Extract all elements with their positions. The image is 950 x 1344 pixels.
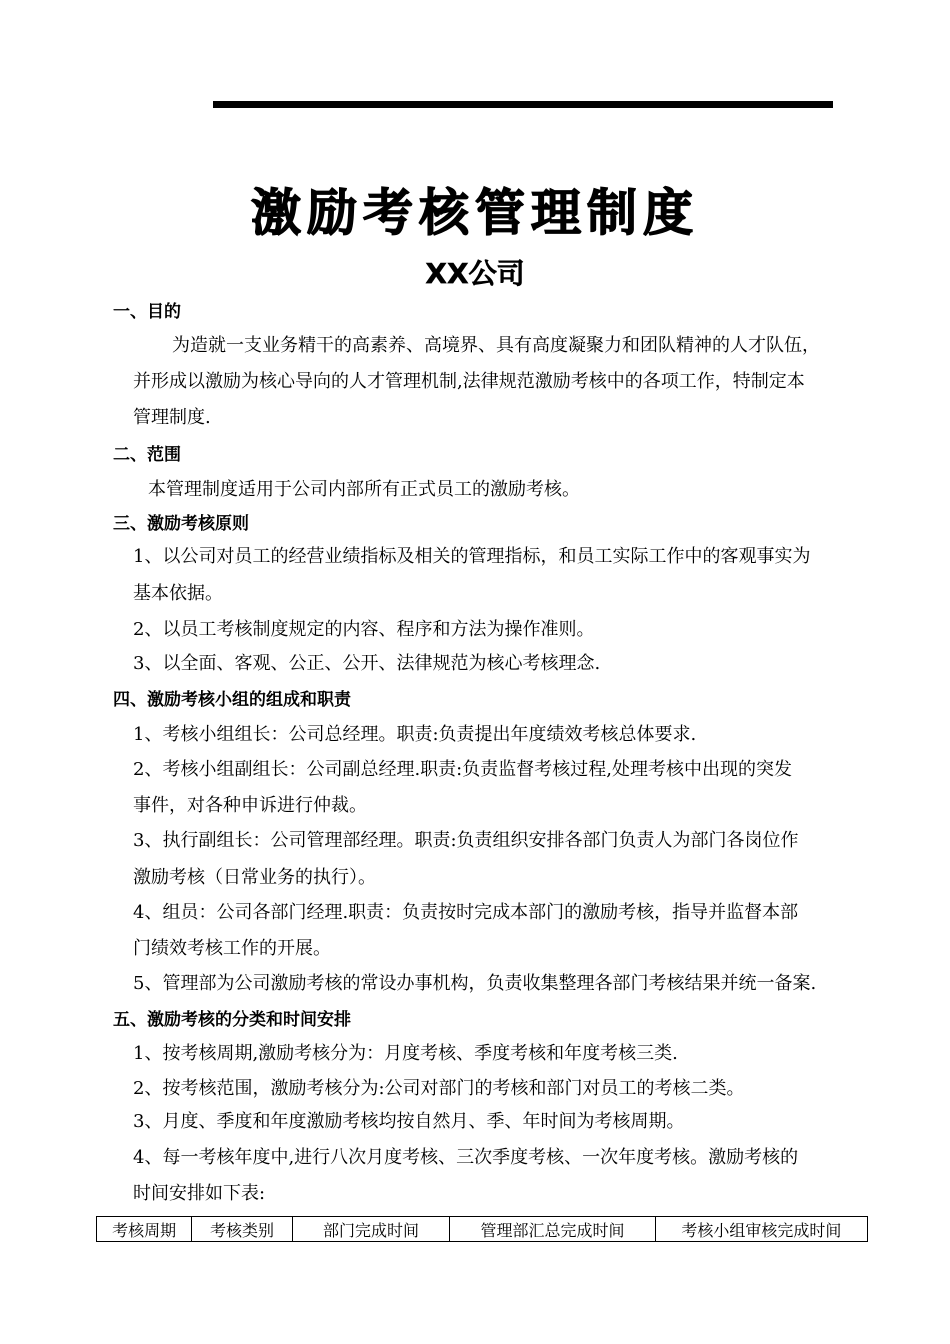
paragraph-line: 事件，对各种申诉进行仲裁。 bbox=[133, 795, 367, 816]
paragraph-line: 本管理制度适用于公司内部所有正式员工的激励考核。 bbox=[148, 479, 580, 500]
paragraph-line: 1、考核小组组长：公司总经理。职责:负责提出年度绩效考核总体要求. bbox=[133, 724, 697, 745]
paragraph-line: 2、按考核范围，激励考核分为:公司对部门的考核和部门对员工的考核二类。 bbox=[133, 1078, 745, 1099]
table-header-cell: 考核周期 bbox=[97, 1217, 192, 1242]
document-title: 激励考核管理制度 bbox=[251, 183, 699, 242]
paragraph-line: 5、管理部为公司激励考核的常设办事机构，负责收集整理各部门考核结果并统一备案. bbox=[133, 973, 817, 994]
company-name: XX公司 bbox=[425, 257, 525, 290]
section-heading-principles: 三、激励考核原则 bbox=[113, 514, 249, 534]
paragraph-line: 4、每一考核年度中,进行八次月度考核、三次季度考核、一次年度考核。激励考核的 bbox=[133, 1147, 799, 1168]
section-heading-scope: 二、范围 bbox=[113, 445, 181, 465]
paragraph-line: 为造就一支业务精干的高素养、高境界、具有高度凝聚力和团队精神的人才队伍， bbox=[172, 335, 820, 356]
top-rule bbox=[213, 101, 833, 108]
schedule-table bbox=[96, 1216, 868, 1242]
table-header-cell: 考核小组审核完成时间 bbox=[655, 1217, 867, 1242]
paragraph-line: 1、以公司对员工的经营业绩指标及相关的管理指标，和员工实际工作中的客观事实为 bbox=[133, 546, 811, 567]
paragraph-line: 4、组员：公司各部门经理.职责：负责按时完成本部门的激励考核，指导并监督本部 bbox=[133, 902, 799, 923]
table-header-row bbox=[97, 1217, 868, 1242]
paragraph-line: 2、以员工考核制度规定的内容、程序和方法为操作准则。 bbox=[133, 619, 595, 640]
paragraph-line: 2、考核小组副组长：公司副总经理.职责:负责监督考核过程,处理考核中出现的突发 bbox=[133, 759, 792, 780]
table-header-cell: 考核类别 bbox=[192, 1217, 292, 1242]
paragraph-line: 激励考核（日常业务的执行）。 bbox=[133, 867, 376, 888]
paragraph-line: 3、月度、季度和年度激励考核均按自然月、季、年时间为考核周期。 bbox=[133, 1111, 685, 1132]
paragraph-line: 1、按考核周期,激励考核分为：月度考核、季度考核和年度考核三类. bbox=[133, 1043, 678, 1064]
section-heading-classification: 五、激励考核的分类和时间安排 bbox=[113, 1010, 351, 1030]
table-header-cell: 管理部汇总完成时间 bbox=[450, 1217, 655, 1242]
paragraph-line: 时间安排如下表: bbox=[133, 1183, 266, 1204]
section-heading-purpose: 一、目的 bbox=[113, 302, 181, 322]
paragraph-line: 并形成以激励为核心导向的人才管理机制,法律规范激励考核中的各项工作，特制定本 bbox=[133, 371, 805, 392]
table-header-cell: 部门完成时间 bbox=[292, 1217, 450, 1242]
section-heading-team: 四、激励考核小组的组成和职责 bbox=[113, 690, 351, 710]
paragraph-line: 基本依据。 bbox=[133, 583, 223, 604]
paragraph-line: 门绩效考核工作的开展。 bbox=[133, 938, 331, 959]
paragraph-line: 3、执行副组长：公司管理部经理。职责:负责组织安排各部门负责人为部门各岗位作 bbox=[133, 830, 799, 851]
paragraph-line: 3、以全面、客观、公正、公开、法律规范为核心考核理念. bbox=[133, 653, 601, 674]
paragraph-line: 管理制度. bbox=[133, 407, 211, 428]
